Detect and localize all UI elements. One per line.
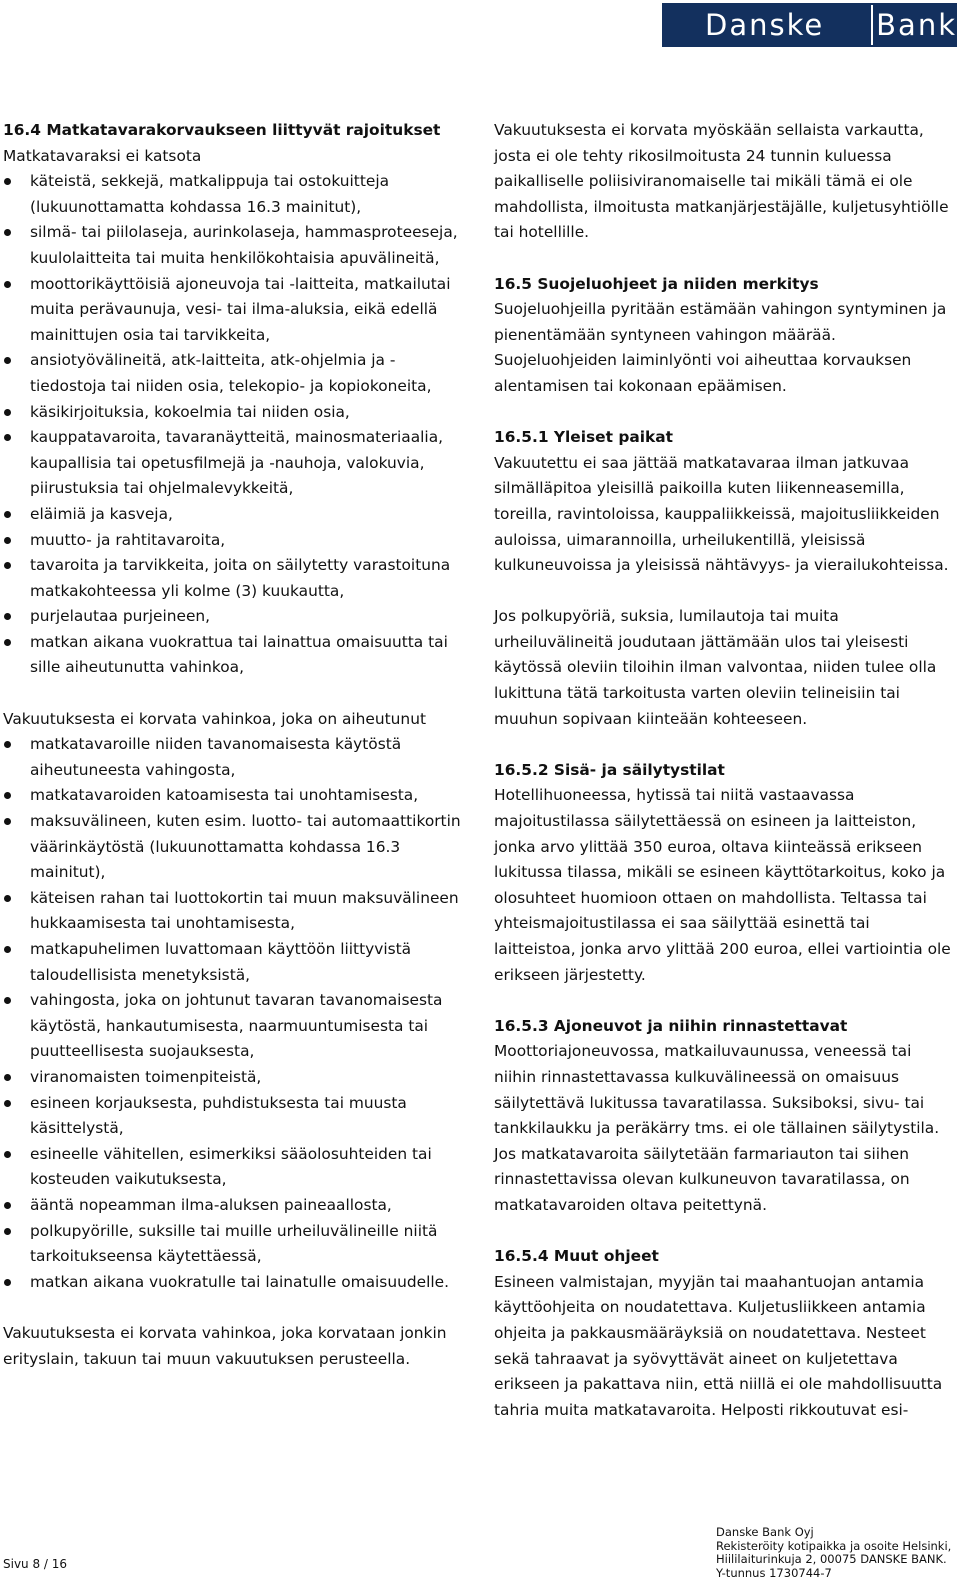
section-heading-16-5: 16.5 Suojeluohjeet ja niiden merkitys bbox=[494, 274, 819, 293]
list-item: matkatavaroiden katoamisesta tai unohtamisesta, bbox=[3, 783, 465, 809]
sports-equipment-paragraph: Jos polkupyöriä, suksia, lumilautoja tai muita urheiluvälineitä joudutaan jättämään ulos tai yleisesti käytössä oleviin tiloihin ilman valvontaa, niiden tulee olla lukittuna tätä tarkoitusta varten oleviin telineisiin tai muuhun sopivaan kiinteään kohteeseen. bbox=[494, 607, 937, 728]
list-item: kauppatavaroita, tavaranäytteitä, mainosmateriaalia, kaupallisia tai opetusfilmejä ja -nauhoja, valokuvia, piirustuksia tai ohjelmalevykkeitä, bbox=[3, 425, 465, 502]
danske-bank-logo bbox=[662, 3, 957, 47]
list-item: matkan aikana vuokrattua tai lainattua omaisuutta tai sille aiheutunutta vahinkoa, bbox=[3, 630, 465, 681]
list-item: käteisen rahan tai luottokortin tai muun maksuvälineen hukkaamisesta tai unohtamisesta, bbox=[3, 886, 465, 937]
list-item: viranomaisten toimenpiteistä, bbox=[3, 1065, 465, 1091]
list-item: esineelle vähitellen, esimerkiksi sääolosuhteiden tai kosteuden vaikutuksesta, bbox=[3, 1142, 465, 1193]
list-item: polkupyörille, suksille tai muille urheiluvälineille niitä tarkoitukseensa käytettäessä, bbox=[3, 1219, 465, 1270]
list-item: käteistä, sekkejä, matkalippuja tai ostokuitteja (lukuunottamatta kohdassa 16.3 mainitut), bbox=[3, 169, 465, 220]
company-footer bbox=[716, 1526, 951, 1580]
section-heading-16-5-3: 16.5.3 Ajoneuvot ja niihin rinnastettavat bbox=[494, 1016, 848, 1035]
list-item: matkatavaroille niiden tavanomaisesta käytöstä aiheutuneesta vahingosta, bbox=[3, 732, 465, 783]
public-places-paragraph: Vakuutettu ei saa jättää matkatavaraa ilman jatkuvaa silmälläpitoa yleisillä paikoilla kuten liikenneasemilla, toreilla, ravintoloissa, kauppaliikkeissä, majoitusliikkeiden auloissa, uimarannoilla, urheilukentillä, yleisissä kulkuneuvoissa ja yleisissä nähtävyys- ja vierailukohteissa. bbox=[494, 453, 949, 575]
list-item: purjelautaa purjeineen, bbox=[3, 604, 465, 630]
list-item: käsikirjoituksia, kokoelmia tai niiden osia, bbox=[3, 400, 465, 426]
storage-paragraph: Hotellihuoneessa, hytissä tai niitä vastaavassa majoitustilassa säilytettäessä on esineen ja laitteiston, jonka arvo ylittää 350 euroa, oltava kiinteässä erikseen lukitussa tilassa, mikäli se esineen käyttötarkoitus, koko ja olosuhteet huomioon ottaen on mahdollista. Teltassa tai yhteismajoitustilassa ei saa säilyttää esinettä tai laitteistoa, jonka arvo ylittää 200 euroa, ellei vartiointia ole erikseen järjestetty. bbox=[494, 786, 951, 984]
list-item: matkan aikana vuokratulle tai lainatulle omaisuudelle. bbox=[3, 1270, 465, 1296]
right-column bbox=[494, 118, 956, 1423]
logo-word-bank: Bank bbox=[876, 8, 957, 42]
list-item: maksuvälineen, kuten esim. luotto- tai automaattikortin väärinkäytöstä (lukuunottamatta kohdassa 16.3 mainitut), bbox=[3, 809, 465, 886]
list-item: matkapuhelimen luvattomaan käyttöön liittyvistä taloudellisista menetyksistä, bbox=[3, 937, 465, 988]
list-item: eläimiä ja kasveja, bbox=[3, 502, 465, 528]
list-item: ansiotyövälineitä, atk-laitteita, atk-ohjelmia ja -tiedostoja tai niiden osia, telekopio- ja kopiokoneita, bbox=[3, 348, 465, 399]
other-instructions-paragraph: Esineen valmistajan, myyjän tai maahantuojan antamia käyttöohjeita on noudatettava. Kuljetusliikkeen antamia ohjeita ja pakkausmääräyksiä on noudatettava. Nesteet sekä tahraavat ja syövyttävät aineet on kuljetettava erikseen ja pakattava niin, että niillä ei ole mahdollisuutta tahria muita matkatavaroita. Helposti rikkoutuvat esi- bbox=[494, 1272, 943, 1419]
logo-word-danske: Danske bbox=[705, 8, 825, 42]
section-heading-16-5-4: 16.5.4 Muut ohjeet bbox=[494, 1247, 659, 1266]
section-heading-16-5-1: 16.5.1 Yleiset paikat bbox=[494, 428, 673, 447]
exclusions-list bbox=[3, 169, 465, 681]
list-item: muutto- ja rahtitavaroita, bbox=[3, 528, 465, 554]
left-column bbox=[3, 118, 465, 1372]
list-item: vahingosta, joka on johtunut tavaran tavanomaisesta käytöstä, hankautumisesta, naarmuuntumisesta tai puutteellisesta suojauksesta, bbox=[3, 988, 465, 1065]
theft-report-paragraph: Vakuutuksesta ei korvata myöskään sellaista varkautta, josta ei ole tehty rikosilmoitusta 24 tunnin kuluessa paikalliselle poliisiviranomaiselle tai mikäli tämä ei ole mahdollista, ilmoitusta matkanjärjestäjälle, kuljetusyhtiölle tai hotellille. bbox=[494, 121, 949, 242]
list-item: ääntä nopeamman ilma-aluksen paineaallosta, bbox=[3, 1193, 465, 1219]
damage-exclusions-intro: Vakuutuksesta ei korvata vahinkoa, joka on aiheutunut bbox=[3, 709, 426, 728]
footer-address-line: Rekisteröity kotipaikka ja osoite Helsinki, bbox=[716, 1538, 952, 1553]
vehicles-paragraph: Moottoriajoneuvossa, matkailuvaunussa, veneessä tai niihin rinnastettavassa kulkuvälineessä on omaisuus säilytettävä lukitussa tavaratilassa. Suksiboksi, sivu- tai tankkilaukku ja peräkärry tms. ei ole tällainen säilytystila. Jos matkatavaroita säilytetään farmariauton tai siihen rinnastettavissa olevan kulkuneuvon tavaratilassa, on matkatavaroiden oltava peitettynä. bbox=[494, 1042, 940, 1214]
logo-separator bbox=[871, 5, 874, 45]
page-number: Sivu 8 / 16 bbox=[3, 1557, 68, 1571]
exclusions-intro: Matkatavaraksi ei katsota bbox=[3, 146, 202, 165]
footer-company-name: Danske Bank Oyj bbox=[716, 1525, 814, 1539]
list-item: tavaroita ja tarvikkeita, joita on säilytetty varastoituna matkakohteessa yli kolme (3) kuukautta, bbox=[3, 553, 465, 604]
protection-paragraph: Suojeluohjeilla pyritään estämään vahingon syntyminen ja pienentämään syntyneen vahingon määrää. Suojeluohjeiden laiminlyönti voi aiheuttaa korvauksen alentamisen tai kokonaan epäämisen. bbox=[494, 300, 947, 395]
other-insurance-paragraph: Vakuutuksesta ei korvata vahinkoa, joka korvataan jonkin erityslain, takuun tai muun vakuutuksen perusteella. bbox=[3, 1323, 447, 1368]
list-item: silmä- tai piilolaseja, aurinkolaseja, hammasproteeseja, kuulolaitteita tai muita henkilökohtaisia apuvälineitä, bbox=[3, 220, 465, 271]
list-item: moottorikäyttöisiä ajoneuvoja tai -laitteita, matkailutai muita perävaunuja, vesi- tai ilma-aluksia, eikä edellä mainittujen osia tai tarvikkeita, bbox=[3, 272, 465, 349]
list-item: esineen korjauksesta, puhdistuksesta tai muusta käsittelystä, bbox=[3, 1091, 465, 1142]
damage-exclusions-list bbox=[3, 732, 465, 1295]
footer-business-id: Y-tunnus 1730744-7 bbox=[716, 1565, 832, 1580]
footer-address-line: Hiililaiturinkuja 2, 00075 DANSKE BANK. bbox=[716, 1552, 947, 1566]
section-heading-16-4: 16.4 Matkatavarakorvaukseen liittyvät rajoitukset bbox=[3, 121, 441, 139]
section-heading-16-5-2: 16.5.2 Sisä- ja säilytystilat bbox=[494, 760, 725, 779]
